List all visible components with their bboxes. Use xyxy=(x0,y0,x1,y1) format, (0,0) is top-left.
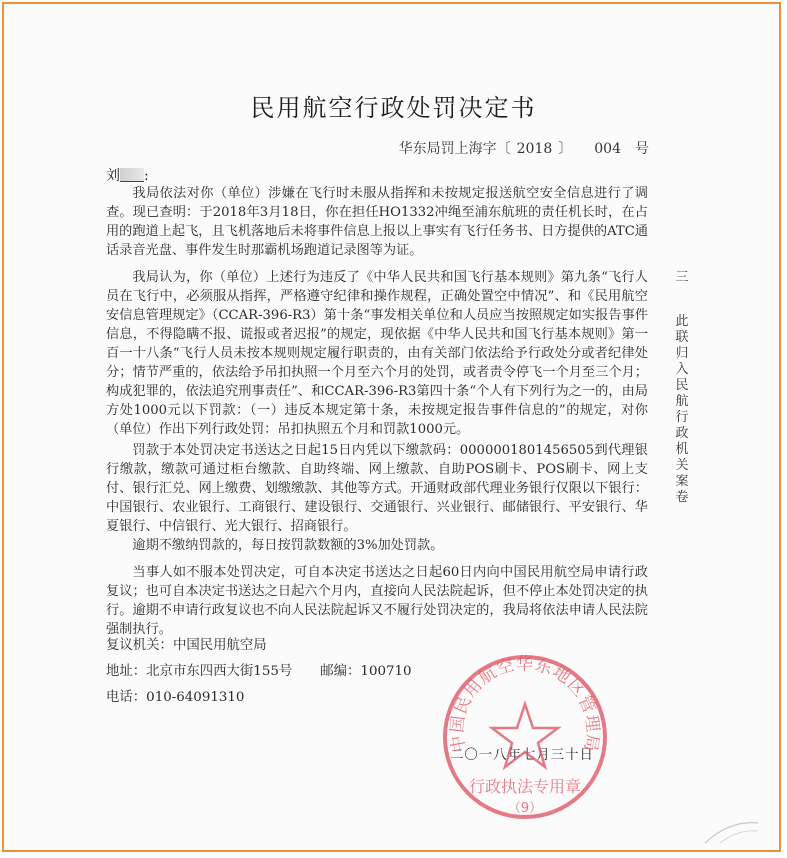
side-note xyxy=(672,270,692,506)
paragraph-payment: 罚款于本处罚决定书送达之日起15日内凭以下缴款码：0000001801456505到代理银行缴款，缴款可通过柜台缴款、自助终端、网上缴款、自助POS刷卡、POS刷卡、网上支付、银行汇兑、网上缴费、划缴缴款、其他等方式。开通财政部代理业务银行仅限以下银行：中国银行、农业银行、工商银行、建设银行、交通银行、兴业银行、邮储银行、平安银行、华夏银行、中信银行、光大银行、招商银行。 xyxy=(106,443,648,534)
redacted-name xyxy=(120,168,144,182)
seal-top-text: 中国民用航空华东地区管理局 xyxy=(447,654,603,754)
copy-note: 此联归入民航行政机关案卷 xyxy=(675,314,689,505)
paragraph-legal-basis: 我局认为，你（单位）上述行为违反了《中华人民共和国飞行基本规则》第九条“飞行人员在飞行中，必须服从指挥，严格遵守纪律和操作规程，正确处置空中情况”、和《民用航空安信息管理规定》（CCAR-396-R3）第十条“事发相关单位和人员应当按照规定如实报告事件信息，不得隐瞒不报、谎报或者迟报”的规定，现依据《中华人民共和国飞行基本规则》第一百一十八条“飞行人员未按本规则规定履行职责的，由有关部门依法给予行政处分或者纪律处分；情节严重的，依法给予吊扣执照一个月至六个月的处罚，或者责令停飞一个月至三个月；构成犯罪的，依法追究刑事责任”、和CCAR-396-R3第四十条“个人有下列行为之一的，由局方处1000元以下罚款：（一）违反本规定第十条，未按规定报告事件信息的”的规定，对你（单位）作出下列行政处罚：吊扣执照五个月和罚款1000元。 xyxy=(106,270,648,437)
issue-date: 二〇一八年七月三十日 xyxy=(450,748,594,763)
address: 地址：北京市东四西大街155号 xyxy=(106,664,293,679)
paragraph-appeal: 当事人如不服本处罚决定，可自本决定书送达之日起60日内向中国民用航空局申请行政复议；也可自本决定书送达之日起六个月内，直接向人民法院起诉，但不停止本处罚决定的执行。逾期不申请行政复议也不向人民法院起诉又不履行处罚决定的，我局将依法申请人民法院强制执行。 xyxy=(106,565,648,637)
document-title: 民用航空行政处罚决定书 xyxy=(250,94,537,122)
postcode: 邮编：100710 xyxy=(320,664,412,679)
doc-number-suffix: 号 xyxy=(635,141,649,157)
copy-marker: 三 xyxy=(675,270,689,285)
paragraph-investigation: 我局依法对你（单位）涉嫌在飞行时未服从指挥和未按规定报送航空安全信息进行了调查。现已查明：于2018年3月18日，你在担任HO1332冲绳至浦东航班的责任机长时，在占用的跑道上起飞，且飞机落地后未将事件信息上报以上事实有飞行任务书、日方提供的ATC通话录音光盘、事件发生时那霸机场跑道记录图等为证。 xyxy=(106,186,648,258)
review-agency: 复议机关：中国民用航空局 xyxy=(106,638,267,653)
official-seal xyxy=(440,652,610,822)
doc-number-prefix: 华东局罚上海字〔 xyxy=(398,141,511,157)
doc-number-mid: 〕 xyxy=(558,141,573,157)
seal-star-icon xyxy=(492,704,558,767)
doc-number-year: 2018 xyxy=(516,141,553,157)
document-body xyxy=(106,184,648,639)
page-fold-mark xyxy=(700,815,760,845)
addressee-name: 刘 xyxy=(106,168,120,184)
address-line xyxy=(106,660,412,679)
seal-number: （9） xyxy=(507,801,543,816)
addressee: 刘 : xyxy=(106,168,149,184)
document-number xyxy=(393,138,649,158)
seal-bottom-text: 行政执法专用章 xyxy=(468,777,582,796)
phone: 电话：010-64091310 xyxy=(106,690,245,705)
paragraph-late-fee: 逾期不缴纳罚款的，每日按罚款数额的3%加处罚款。 xyxy=(132,538,444,553)
doc-number-value: 004 xyxy=(594,141,621,157)
